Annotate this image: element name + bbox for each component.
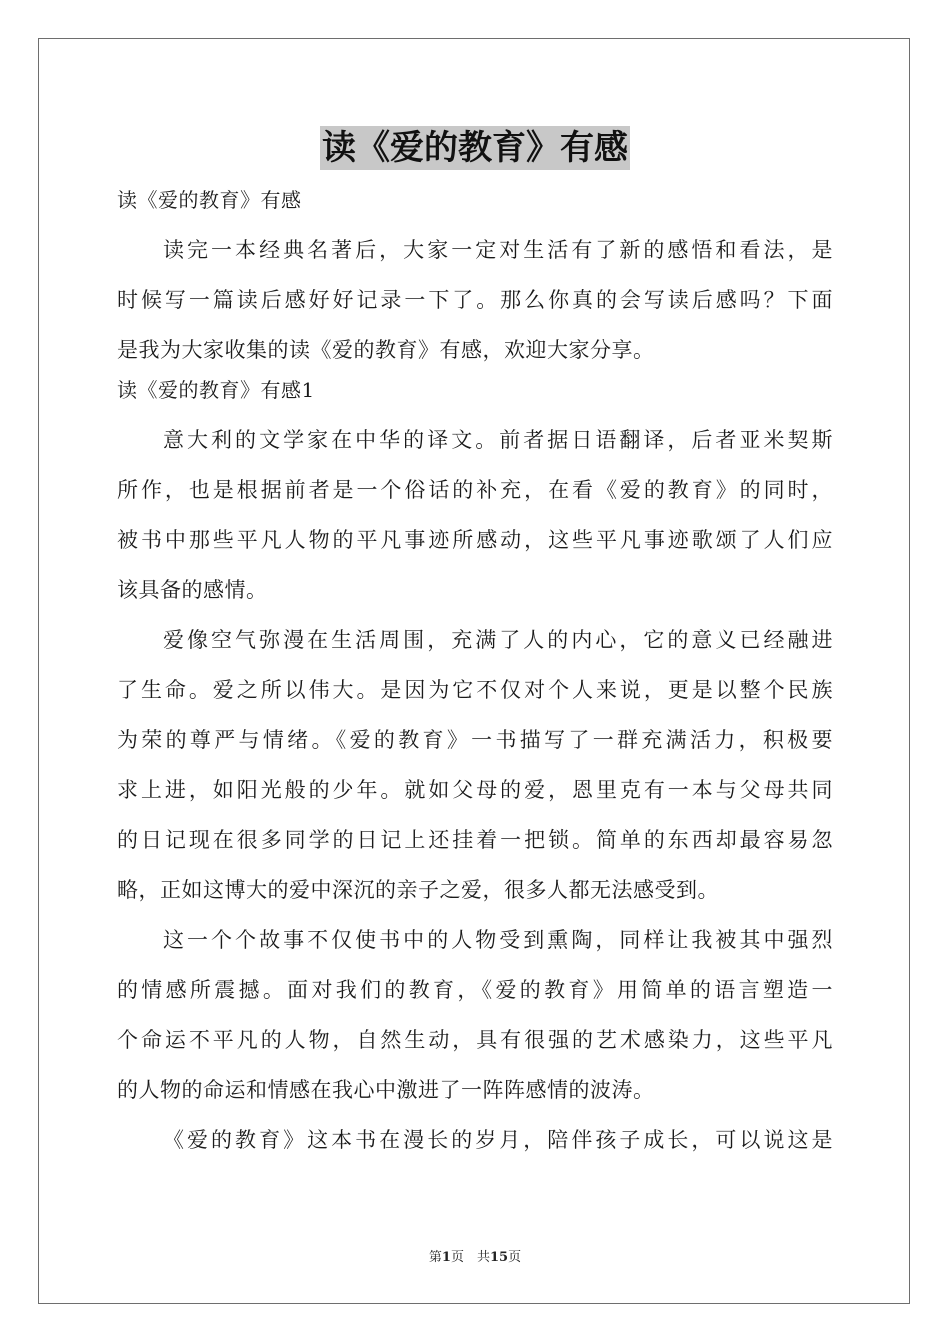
footer-page-total: 15 [489,1250,509,1265]
document-body [117,180,833,1160]
intro-line: 时候写一篇读后感好好记录一下了。那么你真的会写读后感吗？下面 [117,288,833,312]
paragraph-line: 该具备的感情。 [117,578,268,602]
paragraph-line: 了生命。爱之所以伟大。是因为它不仅对个人来说，更是以整个民族 [117,678,833,702]
paragraph-line: 的情感所震撼。面对我们的教育，《爱的教育》用简单的语言塑造一 [117,978,833,1002]
footer-page-prefix: 第 [428,1250,442,1265]
footer-page-number: 1 [441,1250,451,1265]
page-footer [0,1246,950,1265]
paragraph-line: 为荣的尊严与情绪。《爱的教育》一书描写了一群充满活力，积极要 [117,728,833,752]
document-title: 读《爱的教育》有感 [322,128,628,168]
paragraph-line: 的人物的命运和情感在我心中激进了一阵阵感情的波涛。 [117,1078,655,1102]
footer-page-mid: 页 共 [450,1250,490,1265]
intro-line: 是我为大家收集的读《爱的教育》有感，欢迎大家分享。 [117,338,655,362]
paragraph-line: 这一个个故事不仅使书中的人物受到熏陶，同样让我被其中强烈 [163,928,833,952]
intro-line: 读完一本经典名著后，大家一定对生活有了新的感悟和看法，是 [163,238,833,262]
paragraph-line: 被书中那些平凡人物的平凡事迹所感动，这些平凡事迹歌颂了人们应 [117,528,833,552]
title-container [0,126,950,170]
footer-page-suffix: 页 [508,1250,522,1265]
paragraph-line: 所作，也是根据前者是一个俗话的补充，在看《爱的教育》的同时， [117,478,833,502]
section-heading: 读《爱的教育》有感1 [117,378,315,402]
paragraph-line: 爱像空气弥漫在生活周围，充满了人的内心，它的意义已经融进 [163,628,833,652]
paragraph-line: 《爱的教育》这本书在漫长的岁月，陪伴孩子成长，可以说这是 [163,1128,833,1152]
document-subtitle: 读《爱的教育》有感 [117,188,302,212]
paragraph-line: 个命运不平凡的人物，自然生动，具有很强的艺术感染力，这些平凡 [117,1028,833,1052]
paragraph-line: 意大利的文学家在中华的译文。前者据日语翻译，后者亚米契斯 [163,428,833,452]
paragraph-line: 求上进，如阳光般的少年。就如父母的爱，恩里克有一本与父母共同 [117,778,833,802]
paragraph-line: 的日记现在很多同学的日记上还挂着一把锁。简单的东西却最容易忽 [117,828,833,852]
paragraph-line: 略，正如这博大的爱中深沉的亲子之爱，很多人都无法感受到。 [117,878,719,902]
